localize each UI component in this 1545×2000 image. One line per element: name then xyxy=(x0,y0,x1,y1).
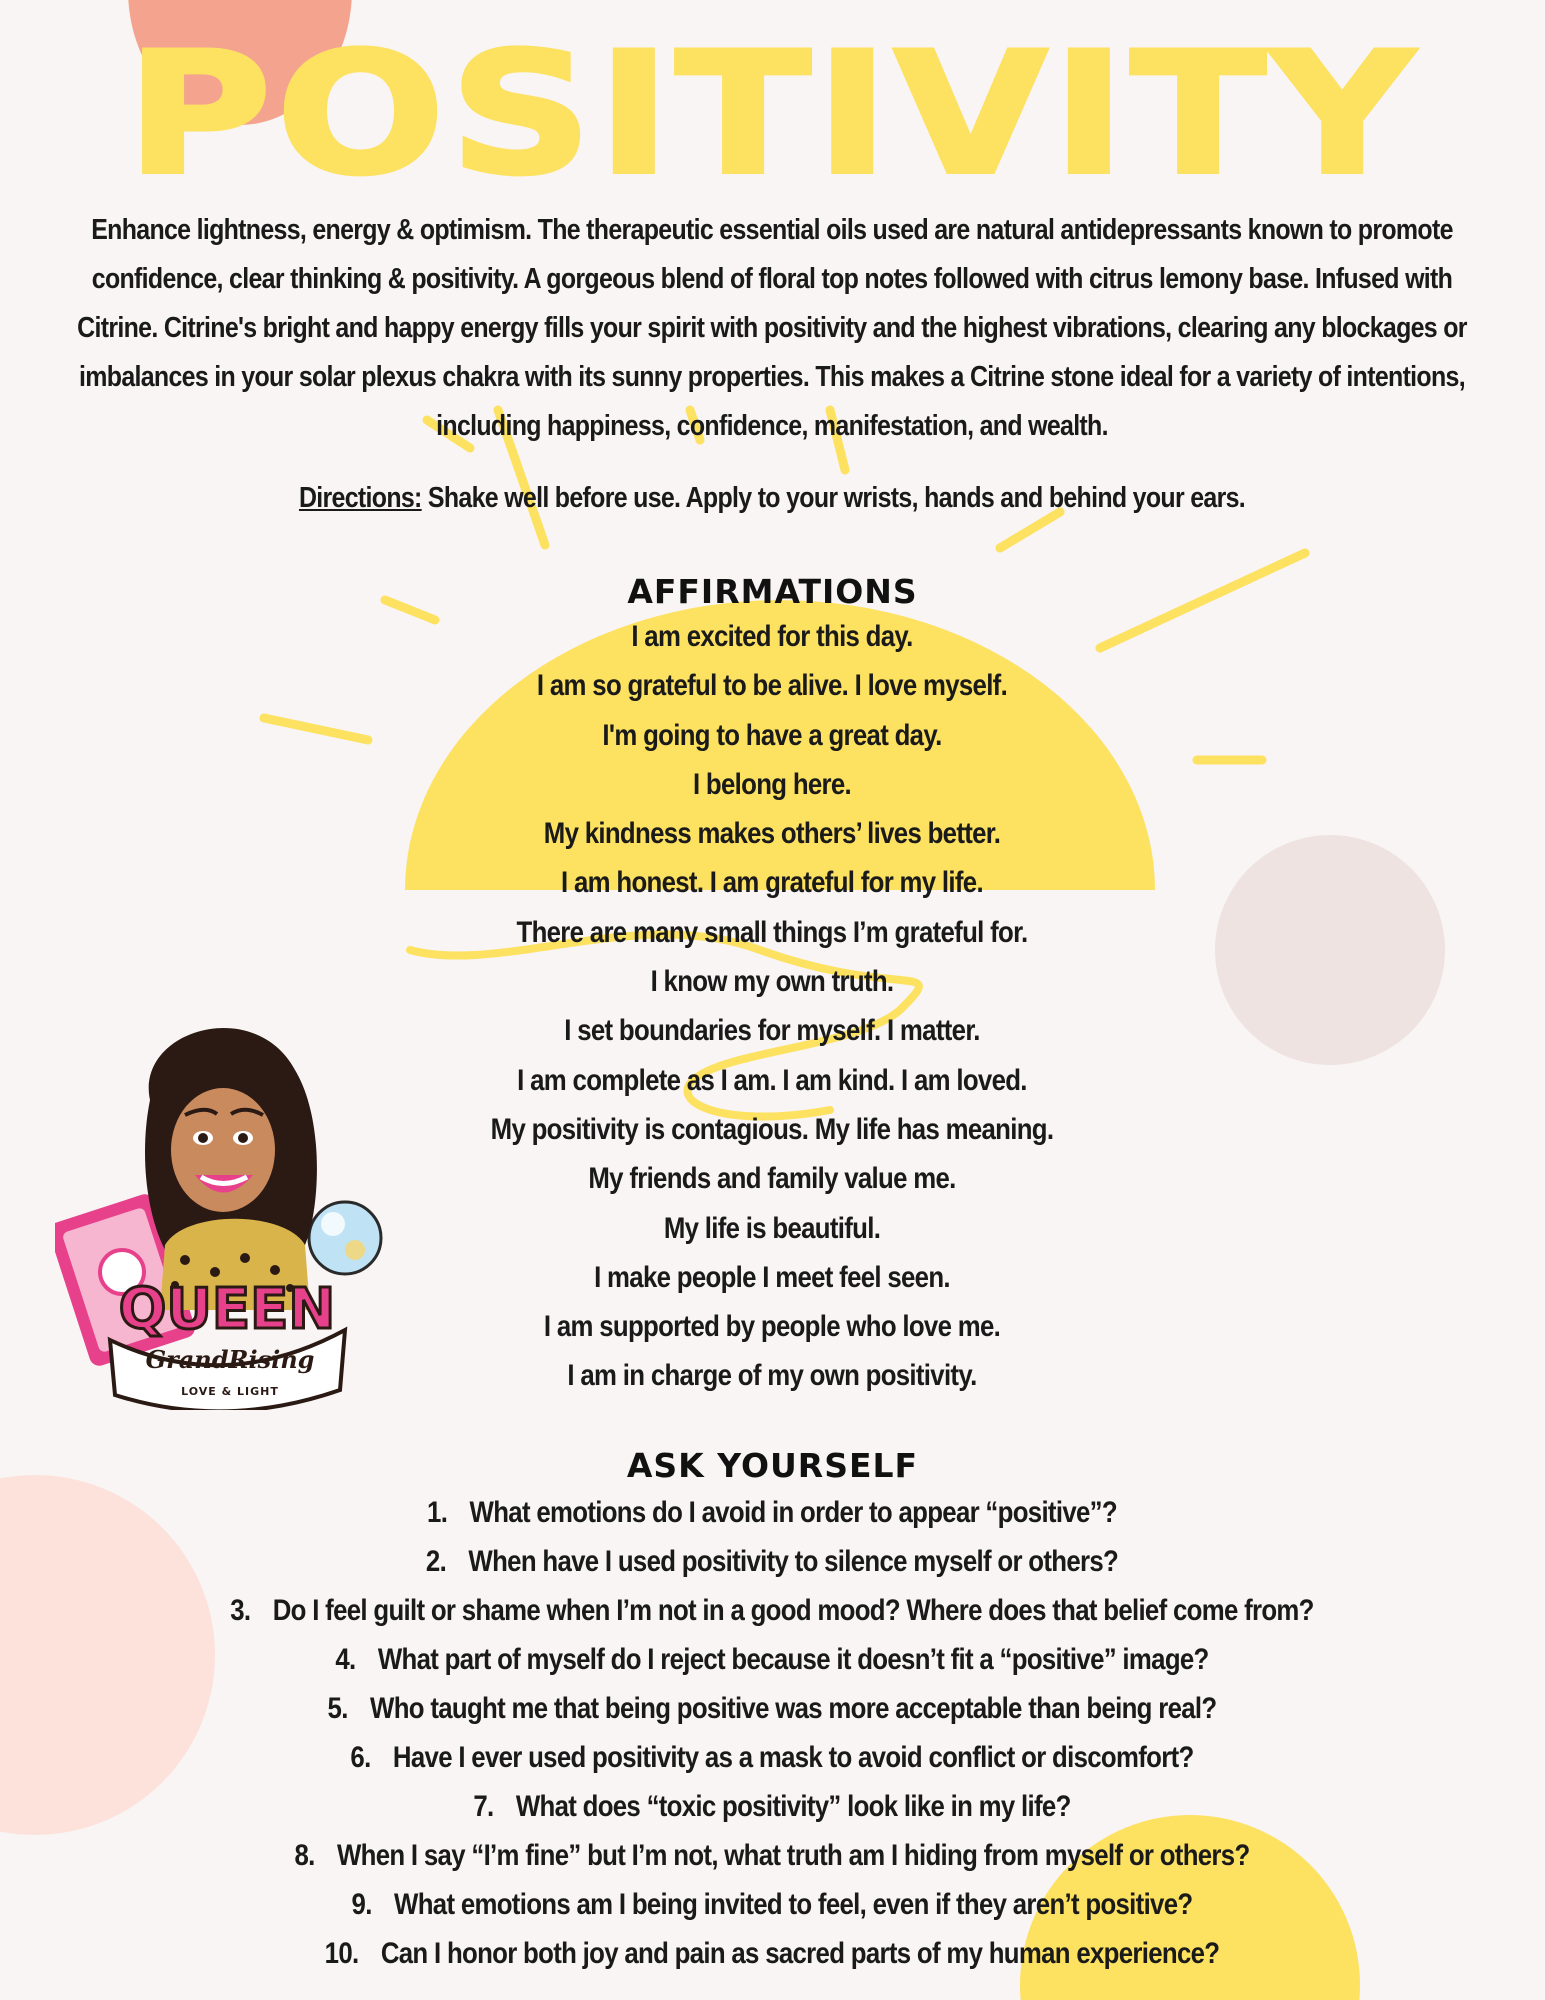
affirmation-item: I am supported by people who love me. xyxy=(543,1310,1001,1344)
directions xyxy=(22,482,1522,515)
affirmation-item: My kindness makes others’ lives better. xyxy=(543,817,1001,851)
crystal-ball-icon xyxy=(309,1202,381,1274)
question-number: 9. xyxy=(351,1888,372,1921)
affirmation-item: My life is beautiful. xyxy=(663,1211,881,1245)
affirmation-item: I set boundaries for myself. I matter. xyxy=(564,1014,980,1048)
directions-label: Directions: xyxy=(298,482,422,514)
question-number: 1. xyxy=(427,1496,448,1529)
directions-text: Shake well before use. Apply to your wrists, hands and behind your ears. xyxy=(421,482,1246,514)
question-number: 6. xyxy=(350,1741,371,1774)
affirmation-item: I am in charge of my own positivity. xyxy=(567,1359,977,1393)
intro-line: Enhance lightness, energy & optimism. The therapeutic essential oils used are natural antidepressants known to promote xyxy=(91,214,1453,246)
affirmation-item: I am so grateful to be alive. I love myself. xyxy=(536,669,1008,703)
intro-line: confidence, clear thinking & positivity. A gorgeous blend of floral top notes followed with citrus lemony base. Infused with xyxy=(91,263,1453,295)
question-item xyxy=(22,1684,1522,1733)
logo-tagline: LOVE & LIGHT xyxy=(181,1385,279,1398)
question-text: What emotions am I being invited to feel, even if they aren’t positive? xyxy=(394,1888,1193,1921)
question-number: 7. xyxy=(473,1790,494,1823)
avatar xyxy=(145,1028,317,1310)
intro-line: Citrine. Citrine's bright and happy energy fills your spirit with positivity and the highest vibrations, clearing any blockages or xyxy=(77,312,1467,344)
affirmation-item: There are many small things I’m grateful for. xyxy=(516,915,1028,949)
question-item xyxy=(22,1831,1522,1880)
affirmation-item: I belong here. xyxy=(692,767,852,801)
ask-yourself-heading: ASK YOURSELF xyxy=(626,1446,919,1485)
question-item xyxy=(22,1586,1522,1635)
question-text: When have I used positivity to silence myself or others? xyxy=(468,1545,1119,1578)
affirmation-item: I am honest. I am grateful for my life. xyxy=(561,866,983,900)
question-number: 3. xyxy=(230,1594,251,1627)
question-item xyxy=(22,1537,1522,1586)
question-item xyxy=(22,1782,1522,1831)
queen-grand-rising-logo xyxy=(55,1010,395,1410)
question-number: 8. xyxy=(294,1839,315,1872)
affirmation-item: I am excited for this day. xyxy=(631,620,913,653)
question-text: When I say “I’m fine” but I’m not, what truth am I hiding from myself or others? xyxy=(336,1839,1250,1872)
ask-yourself-list xyxy=(22,1488,1522,1978)
question-number: 2. xyxy=(425,1545,447,1578)
logo-brand-text: QUEEN xyxy=(118,1277,336,1342)
question-text: Do I feel guilt or shame when I’m not in a good mood? Where does that belief come from? xyxy=(272,1594,1314,1627)
intro-paragraph xyxy=(22,206,1522,451)
question-number: 4. xyxy=(335,1643,356,1676)
question-item xyxy=(22,1635,1522,1684)
affirmation-item: My friends and family value me. xyxy=(588,1162,956,1196)
question-text: Who taught me that being positive was more acceptable than being real? xyxy=(370,1692,1217,1725)
question-text: What part of myself do I reject because it doesn’t fit a “positive” image? xyxy=(377,1643,1209,1676)
affirmations-heading: AFFIRMATIONS xyxy=(627,572,918,611)
question-item xyxy=(22,1880,1522,1929)
affirmation-item: I make people I meet feel seen. xyxy=(594,1260,950,1294)
intro-line: imbalances in your solar plexus chakra with its sunny properties. This makes a Citrine stone ideal for a variety of intentions, xyxy=(79,361,1465,393)
logo-script-text: GrandRising xyxy=(145,1345,315,1374)
page-title: POSITIVITY xyxy=(126,16,1419,212)
question-item xyxy=(22,1733,1522,1782)
question-number: 10. xyxy=(324,1937,359,1970)
affirmation-item: My positivity is contagious. My life has meaning. xyxy=(490,1112,1054,1146)
question-item xyxy=(22,1488,1522,1537)
question-text: What does “toxic positivity” look like in my life? xyxy=(515,1790,1071,1823)
affirmation-item: I'm going to have a great day. xyxy=(602,718,942,752)
affirmation-item: I am complete as I am. I am kind. I am loved. xyxy=(517,1063,1027,1097)
affirmation-item: I know my own truth. xyxy=(650,965,894,999)
question-item xyxy=(22,1929,1522,1978)
question-text: Have I ever used positivity as a mask to avoid conflict or discomfort? xyxy=(392,1741,1194,1774)
intro-line: including happiness, confidence, manifestation, and wealth. xyxy=(436,410,1108,442)
question-number: 5. xyxy=(327,1692,348,1725)
question-text: What emotions do I avoid in order to appear “positive”? xyxy=(469,1496,1117,1529)
question-text: Can I honor both joy and pain as sacred parts of my human experience? xyxy=(380,1937,1220,1970)
